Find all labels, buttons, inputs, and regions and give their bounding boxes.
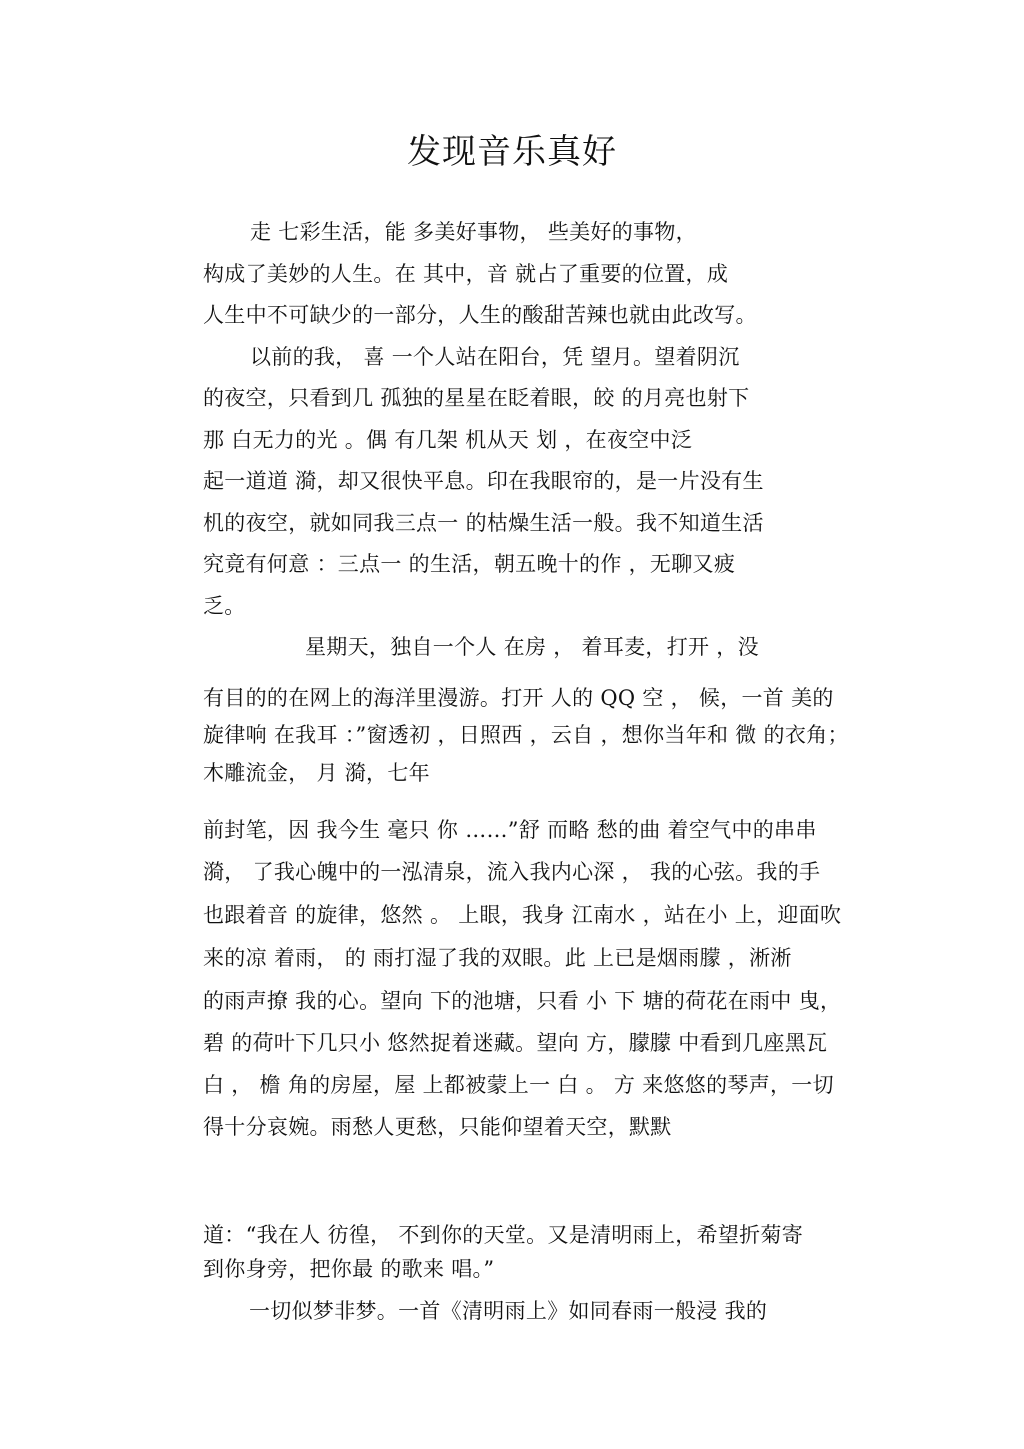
text-line: 机的夜空，就如同我三点一 的枯燥生活一般。我不知道生活 xyxy=(203,511,764,535)
text-line: 星期天，独自一个人 在房 ， 着耳麦，打开 ，没 xyxy=(305,635,759,659)
text-line: 木雕流金， 月 漪，七年 xyxy=(203,761,430,785)
text-line: 构成了美妙的人生。在 其中，音 就占了重要的位置，成 xyxy=(203,262,729,286)
text-line: 碧 的荷叶下几只小 悠然捉着迷藏。望向 方，朦朦 中看到几座黑瓦 xyxy=(203,1031,828,1055)
text-line: 道：“我在人 彷徨， 不到你的天堂。又是清明雨上，希望折菊寄 xyxy=(203,1223,804,1247)
text-line: 乏。 xyxy=(203,594,246,618)
text-line: 人生中不可缺少的一部分，人生的酸甜苦辣也就由此改写。 xyxy=(203,303,757,327)
text-line: 到你身旁，把你最 的歌来 唱。” xyxy=(203,1257,495,1281)
text-line: 有目的的在网上的海洋里漫游。打开 人的 QQ 空 ， 候，一首 美的 xyxy=(203,686,834,710)
text-line: 一切似梦非梦。一首《清明雨上》如同春雨一般浸 我的 xyxy=(249,1299,768,1323)
text-line: 漪， 了我心魄中的一泓清泉，流入我内心深 ， 我的心弦。我的手 xyxy=(203,860,821,884)
text-line: 究竟有何意 ：三点一 的生活，朝五晚十的作 ，无聊又疲 xyxy=(203,552,736,576)
text-line: 以前的我， 喜 一个人站在阳台，凭 望月。望着阴沉 xyxy=(250,345,740,369)
text-line: 前封笔，因 我今生 毫只 你 ……”舒 而略 愁的曲 着空气中的串串 xyxy=(203,818,817,842)
text-line: 的夜空，只看到几 孤独的星星在眨着眼，皎 的月亮也射下 xyxy=(203,386,750,410)
text-line: 的雨声撩 我的心。望向 下的池塘，只看 小 下 塘的荷花在雨中 曳， xyxy=(203,989,842,1013)
document-title: 发现音乐真好 xyxy=(407,132,617,172)
text-line: 那 白无力的光 。偶 有几架 机从天 划 ，在夜空中泛 xyxy=(203,428,693,452)
text-line: 走 七彩生活，能 多美好事物， 些美好的事物， xyxy=(250,220,697,244)
text-line: 得十分哀婉。雨愁人更愁，只能仰望着天空，默默 xyxy=(203,1115,672,1139)
text-line: 旋律响 在我耳 ：”窗透初 ，日照西 ，云自 ，想你当年和 微 的衣角； xyxy=(203,723,849,747)
text-line: 白 ， 檐 角的房屋，屋 上都被蒙上一 白 。 方 来悠悠的琴声，一切 xyxy=(203,1073,834,1097)
text-line: 也跟着音 的旋律，悠然 。 上眼，我身 江南水 ，站在小 上，迎面吹 xyxy=(203,903,842,927)
text-line: 来的凉 着雨， 的 雨打湿了我的双眼。此 上已是烟雨朦 ，淅淅 xyxy=(203,946,792,970)
text-line: 起一道道 漪，却又很快平息。印在我眼帘的，是一片没有生 xyxy=(203,469,764,493)
